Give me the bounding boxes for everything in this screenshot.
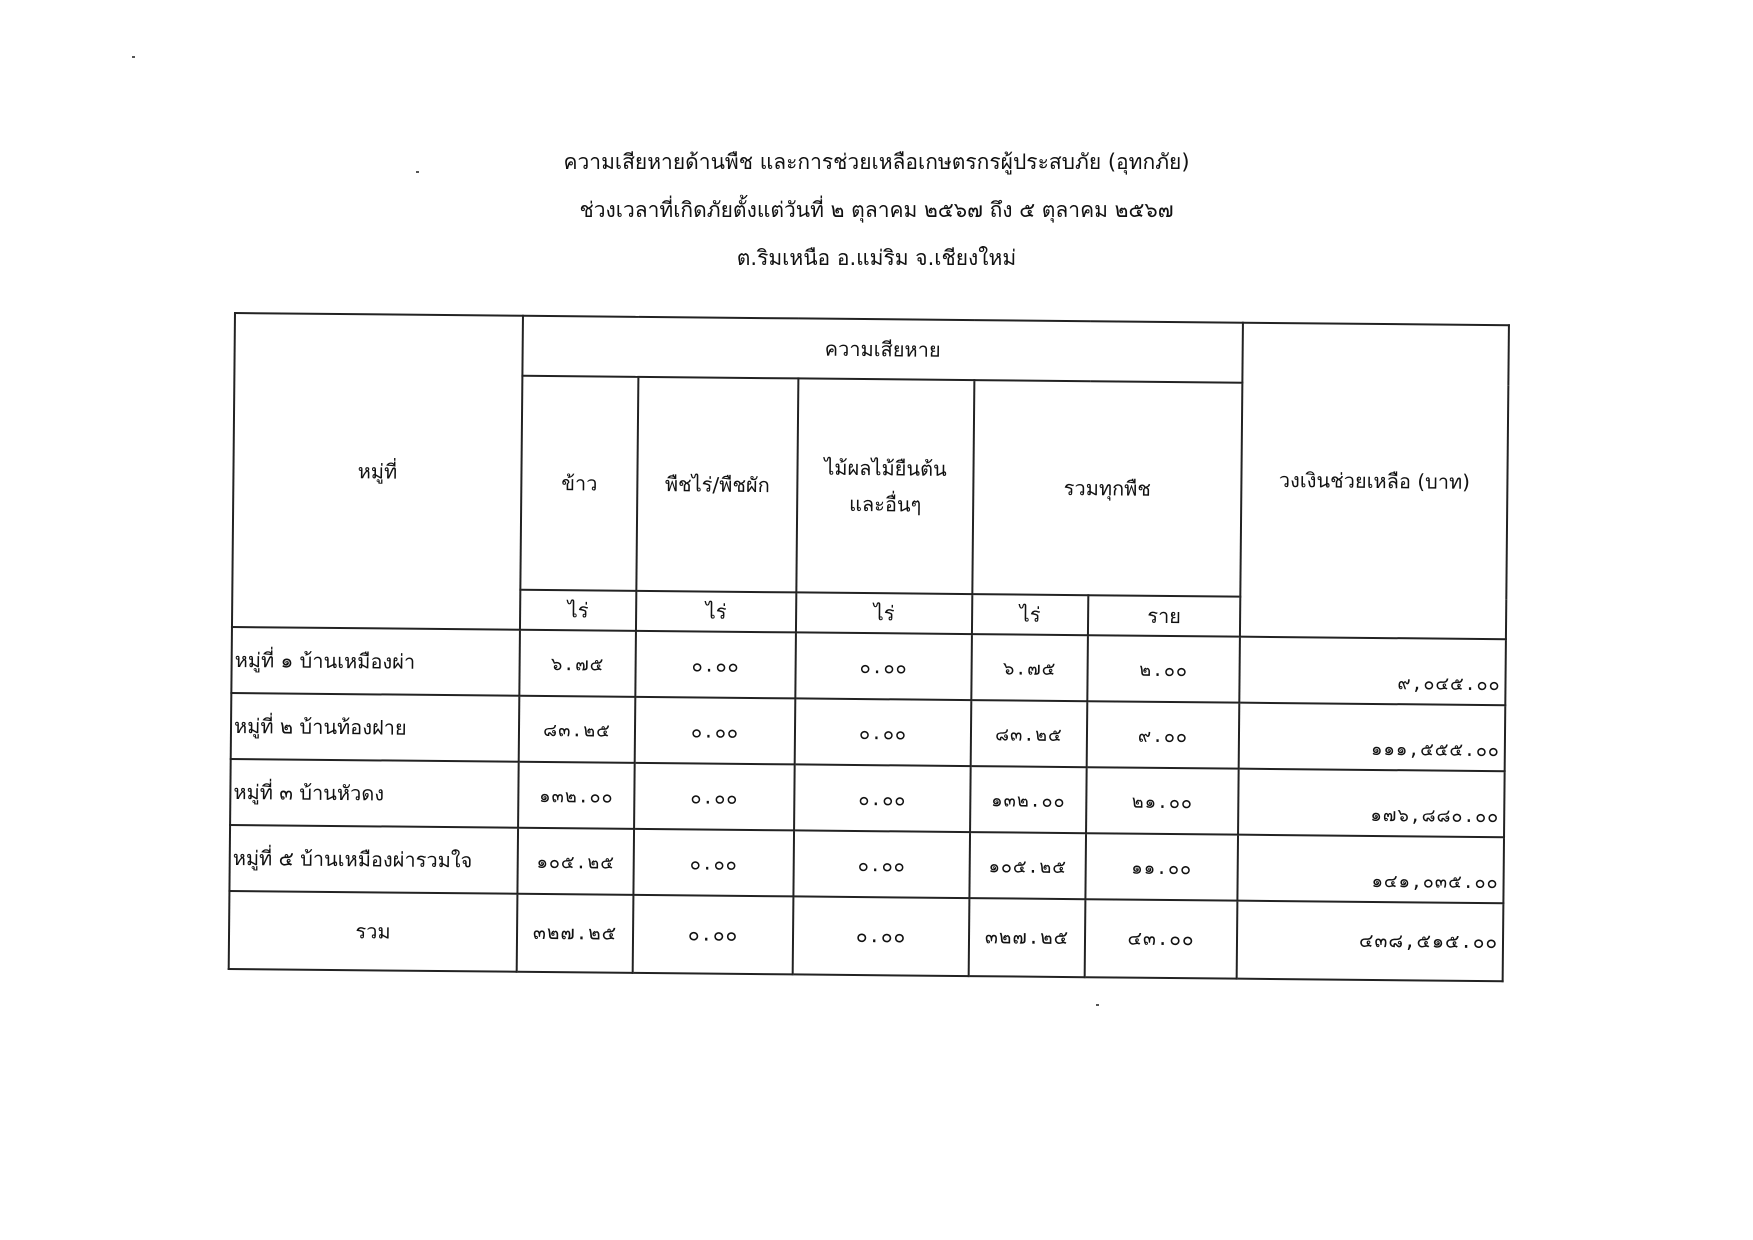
table-row: [229, 825, 1504, 903]
total-row: [229, 891, 1504, 981]
scan-speck: [132, 56, 135, 58]
row-rice: ๑๓๒.๐๐: [518, 762, 635, 829]
row-amount: ๑๑๑,๕๕๕.๐๐: [1239, 703, 1506, 772]
header-village: หมู่ที่: [232, 313, 523, 630]
row-fruit: ๐.๐๐: [795, 698, 972, 766]
table-row: [230, 759, 1505, 837]
row-field: ๐.๐๐: [635, 697, 796, 765]
row-rice: ๘๓.๒๕: [519, 696, 636, 763]
total-amount: ๔๓๘,๕๑๕.๐๐: [1237, 901, 1504, 982]
table-row: [231, 693, 1506, 771]
header-rice: ข้าว: [520, 376, 638, 591]
title-line-1: ความเสียหายด้านพืช และการช่วยเหลือเกษตรกรผู้ประสบภัย (อุทกภัย): [563, 150, 1190, 174]
row-households: ๒๑.๐๐: [1086, 767, 1239, 834]
header-aid-amount: วงเงินช่วยเหลือ (บาท): [1240, 323, 1509, 640]
scan-speck: [1096, 1004, 1099, 1006]
row-village: หมู่ที่ ๒ บ้านท้องฝาย: [231, 693, 520, 762]
header-fruit-trees-line-2: และอื่นๆ: [848, 491, 922, 517]
row-amount: ๙,๐๔๕.๐๐: [1239, 637, 1506, 706]
row-total-rai: ๘๓.๒๕: [971, 700, 1088, 767]
row-field: ๐.๐๐: [634, 763, 795, 831]
row-village: หมู่ที่ ๓ บ้านหัวดง: [230, 759, 519, 828]
row-amount: ๑๗๖,๘๘๐.๐๐: [1238, 769, 1505, 838]
title-line-2: ช่วงเวลาที่เกิดภัยตั้งแต่วันที่ ๒ ตุลาคม ๒๕๖๗ ถึง ๕ ตุลาคม ๒๕๖๗: [579, 198, 1174, 222]
row-fruit: ๐.๐๐: [795, 632, 972, 700]
header-row-1: [234, 313, 1509, 385]
header-field-crops: พืชไร่/พืชผัก: [636, 377, 798, 593]
unit-rice-rai: ไร่: [520, 590, 636, 631]
row-fruit: ๐.๐๐: [794, 764, 971, 832]
row-households: ๒.๐๐: [1087, 635, 1240, 702]
row-field: ๐.๐๐: [635, 631, 796, 699]
row-households: ๑๑.๐๐: [1085, 833, 1238, 900]
total-households: ๔๓.๐๐: [1085, 899, 1238, 978]
unit-fruit-rai: ไร่: [796, 592, 972, 634]
row-village: หมู่ที่ ๑ บ้านเหมืองผ่า: [231, 627, 520, 696]
row-fruit: ๐.๐๐: [793, 830, 970, 898]
row-rice: ๖.๗๕: [519, 630, 636, 697]
total-label: รวม: [229, 891, 518, 972]
total-rice: ๓๒๗.๒๕: [517, 894, 634, 973]
header-fruit-trees-line-1: ไม้ผลไม้ยืนต้น: [824, 455, 947, 481]
unit-total-rai: ไร่: [972, 594, 1088, 635]
row-households: ๙.๐๐: [1087, 701, 1240, 768]
document-titles: [0, 138, 1753, 282]
damage-table: [228, 312, 1510, 982]
row-total-rai: ๖.๗๕: [971, 634, 1088, 701]
total-total-rai: ๓๒๗.๒๕: [969, 898, 1086, 977]
row-total-rai: ๑๓๒.๐๐: [970, 766, 1087, 833]
header-fruit-trees: [796, 378, 974, 594]
scan-speck: [416, 171, 419, 173]
header-all-crops: รวมทุกพืช: [972, 380, 1242, 597]
title-line-3: ต.ริมเหนือ อ.แม่ริม จ.เชียงใหม่: [736, 246, 1017, 270]
row-rice: ๑๐๕.๒๕: [517, 828, 634, 895]
header-damage: ความเสียหาย: [522, 316, 1243, 383]
table-row: [231, 627, 1506, 705]
unit-households: ราย: [1088, 595, 1240, 636]
row-village: หมู่ที่ ๕ บ้านเหมืองผ่ารวมใจ: [229, 825, 518, 894]
total-field: ๐.๐๐: [633, 895, 794, 975]
unit-field-rai: ไร่: [636, 591, 796, 633]
row-field: ๐.๐๐: [633, 829, 794, 897]
total-fruit: ๐.๐๐: [793, 896, 970, 976]
row-amount: ๑๔๑,๐๓๕.๐๐: [1237, 835, 1504, 904]
row-total-rai: ๑๐๕.๒๕: [969, 832, 1086, 899]
